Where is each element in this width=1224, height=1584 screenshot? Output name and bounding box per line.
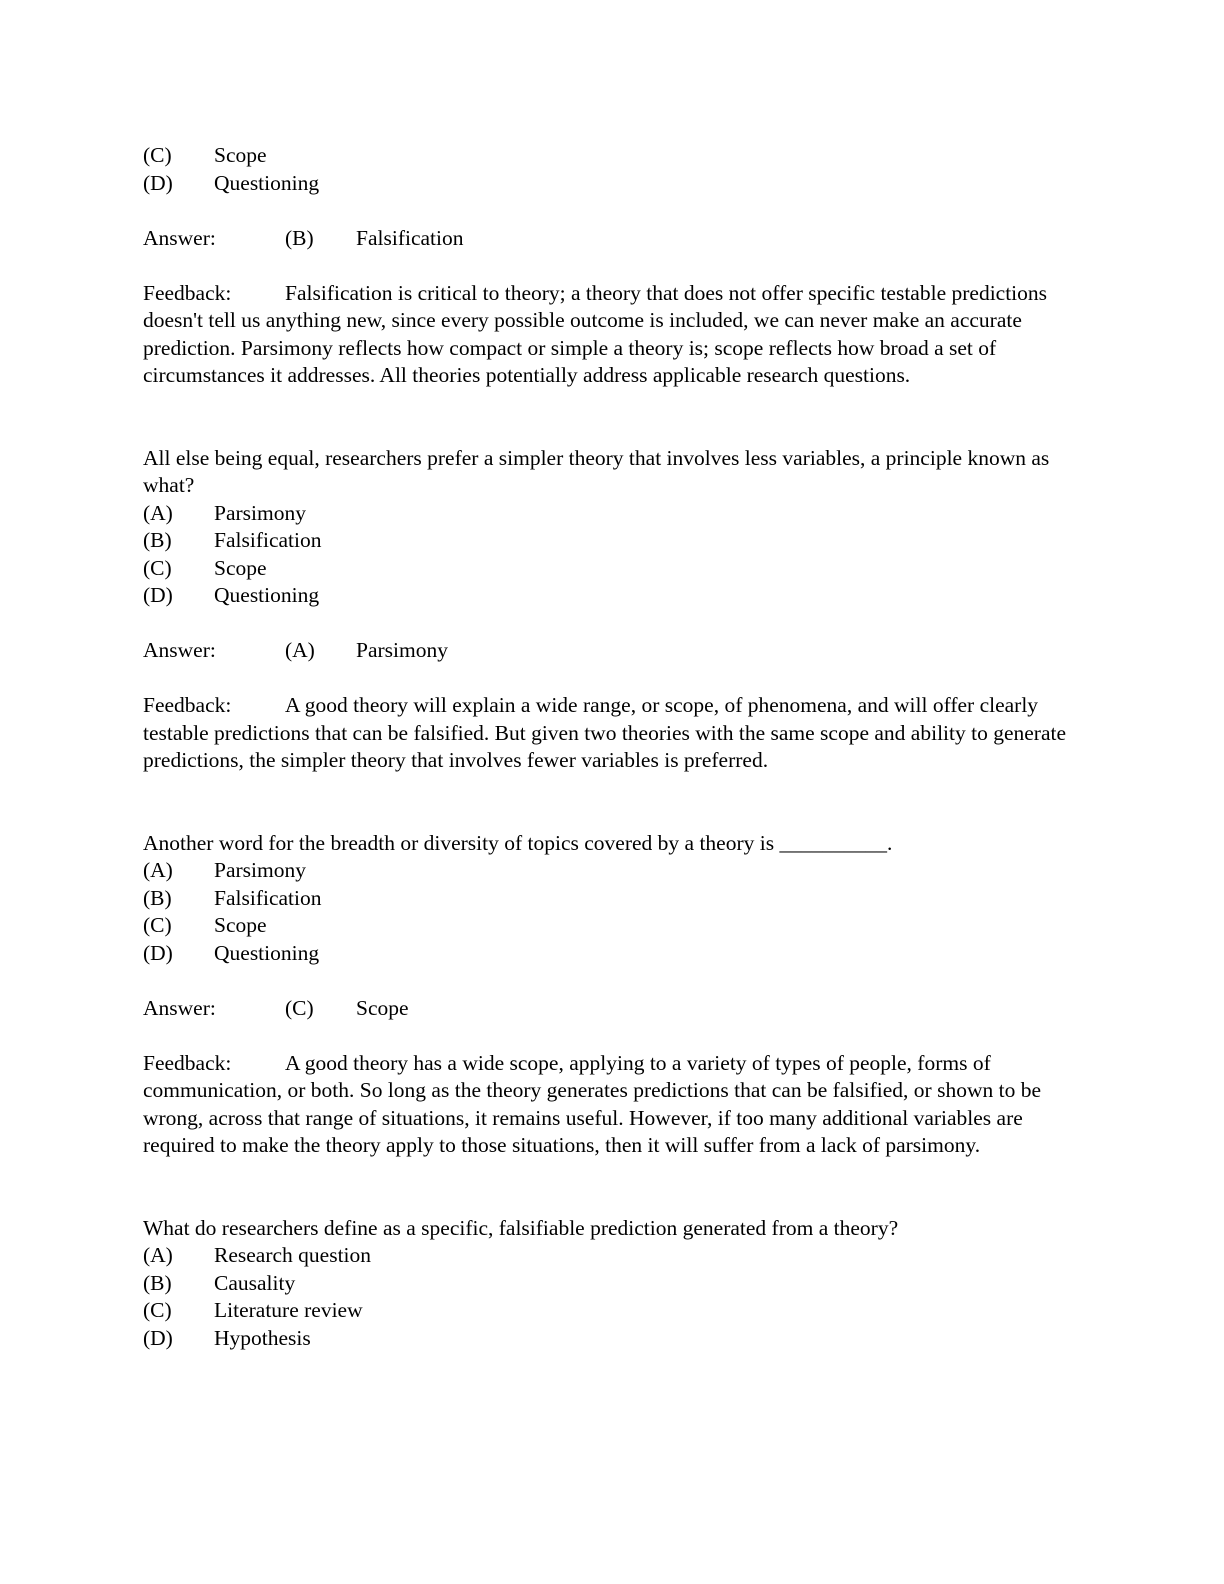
option-letter: (A) <box>143 1243 173 1267</box>
feedback-label: Feedback: <box>143 1050 232 1075</box>
option-text: Parsimony <box>214 858 306 882</box>
option-letter: (C) <box>143 143 172 167</box>
option-b <box>143 527 1083 555</box>
option-text: Parsimony <box>214 500 306 525</box>
option-text: Scope <box>214 913 267 937</box>
option-text: Falsification <box>214 528 322 552</box>
feedback-paragraph <box>143 1050 1083 1160</box>
feedback-text: A good theory has a wide scope, applying to a variety of types of people, forms of communication, or both. So long as the theory generates predictions that can be falsified, or shown to be wrong, across that range of situations, it remains useful. However, if too many additional variables are required to make the theory apply to those situations, then it will suffer from a lack of parsimony. <box>143 1050 1041 1157</box>
option-a <box>143 500 1083 528</box>
option-c <box>143 1297 1083 1325</box>
option-b <box>143 885 1083 913</box>
option-letter: (D) <box>143 583 173 607</box>
answer-line <box>143 637 1083 665</box>
option-list <box>143 500 1083 610</box>
option-a <box>143 1242 1083 1270</box>
feedback-paragraph <box>143 692 1083 775</box>
option-text: Hypothesis <box>214 1325 311 1350</box>
answer-letter: (B) <box>285 225 314 250</box>
option-text: Questioning <box>214 583 320 607</box>
option-letter: (B) <box>143 885 172 910</box>
feedback-text: Falsification is critical to theory; a theory that does not offer specific testable predictions doesn't tell us anything new, since every possible outcome is included, we can never make an accurate prediction. Parsimony reflects how compact or simple a theory is; scope reflects how broad a set of circumstances it addresses. All theories potentially address applicable research questions. <box>143 280 1048 387</box>
option-text: Falsification <box>214 885 322 910</box>
answer-label: Answer: <box>143 638 216 662</box>
option-letter: (C) <box>143 1298 172 1322</box>
feedback-text: A good theory will explain a wide range, or scope, of phenomena, and will offer clearly testable predictions that can be falsified. But given two theories with the same scope and ability to generate predictions, the simpler theory that involves fewer variables is preferred. <box>143 693 1067 772</box>
answer-letter: (C) <box>285 995 314 1020</box>
feedback-paragraph <box>143 280 1083 390</box>
question-text: What do researchers define as a specific, falsifiable prediction generated from a theory? <box>143 1215 899 1240</box>
option-c <box>143 142 1083 170</box>
option-d <box>143 940 1083 968</box>
answer-text: Parsimony <box>356 638 448 662</box>
answer-label: Answer: <box>143 995 216 1020</box>
option-list <box>143 857 1083 967</box>
option-d <box>143 170 1083 198</box>
answer-line <box>143 225 1083 253</box>
option-text: Scope <box>214 143 267 167</box>
option-c <box>143 555 1083 583</box>
option-letter: (B) <box>143 528 172 552</box>
option-text: Questioning <box>214 170 320 195</box>
answer-text: Scope <box>356 995 409 1020</box>
answer-letter: (A) <box>285 638 315 662</box>
option-list <box>143 142 1083 197</box>
option-letter: (D) <box>143 170 173 195</box>
answer-label: Answer: <box>143 225 216 250</box>
option-a <box>143 857 1083 885</box>
feedback-label: Feedback: <box>143 280 232 305</box>
option-letter: (B) <box>143 1270 172 1295</box>
option-d <box>143 1325 1083 1353</box>
option-text: Questioning <box>214 940 320 965</box>
answer-text: Falsification <box>356 225 464 250</box>
option-letter: (A) <box>143 500 173 525</box>
option-text: Causality <box>214 1270 296 1295</box>
document-page <box>143 142 1083 1352</box>
option-letter: (C) <box>143 555 172 580</box>
option-b <box>143 1270 1083 1298</box>
option-d <box>143 582 1083 610</box>
option-text: Research question <box>214 1243 372 1267</box>
option-c <box>143 912 1083 940</box>
option-text: Literature review <box>214 1298 363 1322</box>
question-text: All else being equal, researchers prefer a simpler theory that involves less variables, a principle known as what? <box>143 445 1050 497</box>
option-letter: (D) <box>143 940 173 965</box>
feedback-label: Feedback: <box>143 693 232 717</box>
option-list <box>143 1242 1083 1352</box>
answer-line <box>143 995 1083 1023</box>
option-letter: (C) <box>143 913 172 937</box>
question-text: Another word for the breadth or diversity of topics covered by a theory is __________. <box>143 830 893 855</box>
option-text: Scope <box>214 555 267 580</box>
option-letter: (D) <box>143 1325 173 1350</box>
option-letter: (A) <box>143 858 173 882</box>
